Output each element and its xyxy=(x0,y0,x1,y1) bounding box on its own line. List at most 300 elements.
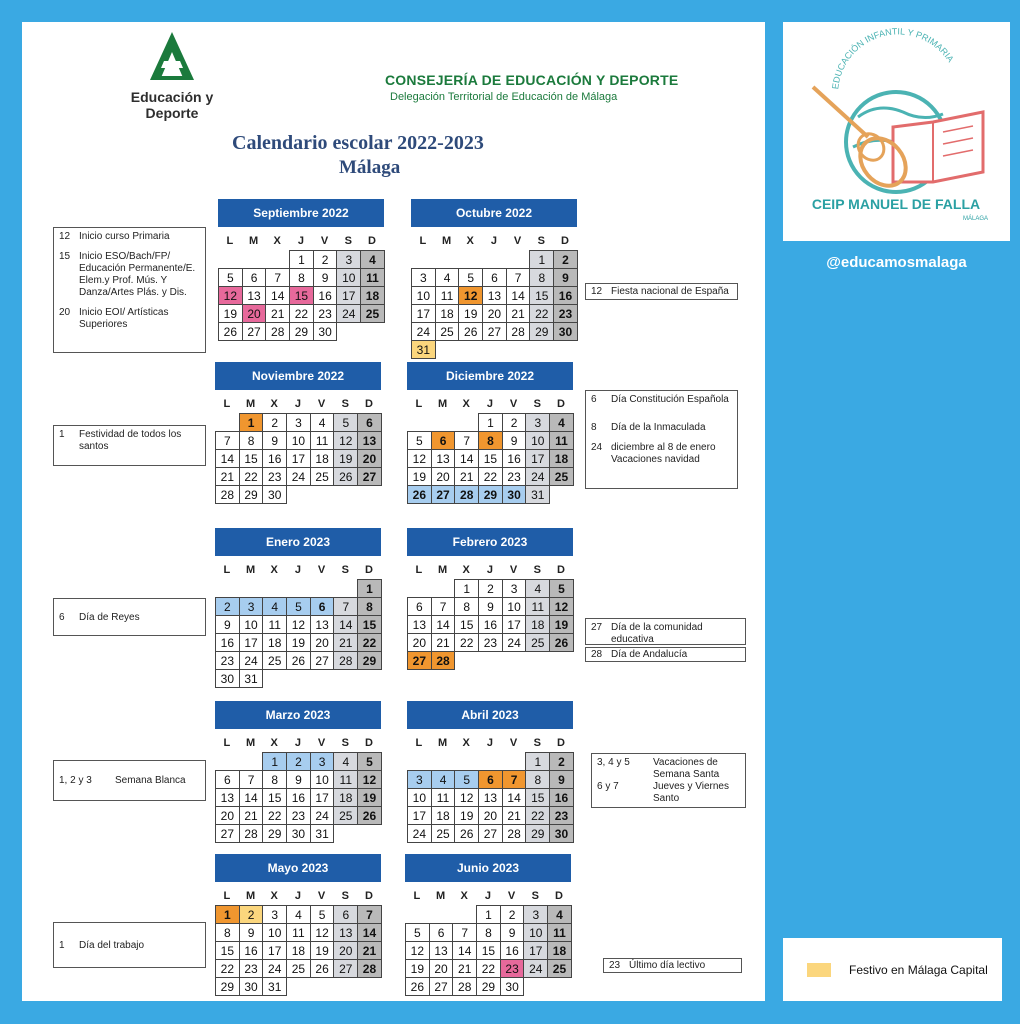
note-row xyxy=(59,429,200,453)
calendar-document xyxy=(22,22,765,1001)
day-cell: 3 xyxy=(411,268,436,287)
note-text: Último día lectivo xyxy=(629,960,706,971)
weekday-label: X xyxy=(466,235,474,247)
day-grid xyxy=(215,752,381,842)
day-cell: 27 xyxy=(357,467,382,486)
note-row xyxy=(59,307,200,331)
note-number xyxy=(591,406,611,414)
day-cell: 28 xyxy=(265,322,290,341)
day-cell: 25 xyxy=(549,467,574,486)
day-cell: 19 xyxy=(405,959,430,978)
note-text: Jueves y Viernes Santo xyxy=(653,781,729,804)
day-cell: 24 xyxy=(411,322,436,341)
day-cell: 9 xyxy=(549,770,574,789)
day-cell: 30 xyxy=(500,977,525,996)
day-grid xyxy=(407,413,573,503)
day-cell: 10 xyxy=(310,770,335,789)
day-cell: 1 xyxy=(215,905,240,924)
day-cell: 21 xyxy=(502,806,527,825)
weekday-label: M xyxy=(245,737,256,749)
weekday-label: D xyxy=(364,398,373,410)
day-cell: 22 xyxy=(262,806,287,825)
day-cell: 27 xyxy=(333,959,358,978)
day-cell: 12 xyxy=(407,449,432,468)
empty-cell xyxy=(411,250,436,269)
day-cell: 7 xyxy=(506,268,531,287)
note-row xyxy=(591,394,732,406)
day-cell: 15 xyxy=(476,941,501,960)
day-cell: 24 xyxy=(525,467,550,486)
day-cell: 30 xyxy=(313,322,338,341)
month-may xyxy=(215,854,381,995)
note-text: Día de la Inmaculada xyxy=(611,422,706,433)
day-cell: 23 xyxy=(553,304,578,323)
weekday-label: X xyxy=(460,890,468,902)
day-cell: 27 xyxy=(310,651,335,670)
weekday-label: V xyxy=(317,890,326,902)
day-cell: 26 xyxy=(405,977,430,996)
day-cell: 9 xyxy=(478,597,503,616)
day-cell: 2 xyxy=(553,250,578,269)
day-cell: 1 xyxy=(529,250,554,269)
weekday-label: V xyxy=(317,737,326,749)
day-cell: 24 xyxy=(262,959,287,978)
day-cell: 7 xyxy=(452,923,477,942)
weekday-row xyxy=(215,882,381,902)
empty-cell xyxy=(215,752,240,771)
day-cell: 2 xyxy=(502,413,527,432)
day-cell: 11 xyxy=(549,431,574,450)
day-cell: 31 xyxy=(310,824,335,843)
day-cell: 11 xyxy=(262,615,287,634)
day-cell: 3 xyxy=(525,413,550,432)
day-cell: 26 xyxy=(310,959,335,978)
day-cell: 30 xyxy=(553,322,578,341)
day-cell: 23 xyxy=(478,633,503,652)
empty-cell xyxy=(242,250,267,269)
weekday-label: L xyxy=(415,564,423,576)
day-cell: 13 xyxy=(478,788,503,807)
day-cell: 1 xyxy=(454,579,479,598)
day-cell: 12 xyxy=(310,923,335,942)
day-cell: 12 xyxy=(357,770,382,789)
note-number: 23 xyxy=(609,960,621,971)
day-cell: 10 xyxy=(502,597,527,616)
weekday-label: D xyxy=(554,890,563,902)
note-number: 3, 4 y 5 xyxy=(597,757,630,768)
day-cell: 14 xyxy=(502,788,527,807)
day-cell: 17 xyxy=(239,633,264,652)
day-cell: 20 xyxy=(478,806,503,825)
day-cell: 2 xyxy=(215,597,240,616)
weekday-row xyxy=(411,227,577,247)
day-cell: 4 xyxy=(286,905,311,924)
day-cell: 14 xyxy=(357,923,382,942)
day-cell: 4 xyxy=(549,413,574,432)
day-cell: 6 xyxy=(310,597,335,616)
note-number: 27 xyxy=(591,622,603,633)
day-cell: 23 xyxy=(313,304,338,323)
note-number xyxy=(591,434,611,442)
weekday-label: D xyxy=(364,737,373,749)
day-cell: 25 xyxy=(435,322,460,341)
day-cell: 18 xyxy=(333,788,358,807)
day-cell: 6 xyxy=(215,770,240,789)
note-row xyxy=(597,781,740,805)
day-cell: 29 xyxy=(215,977,240,996)
day-cell: 12 xyxy=(454,788,479,807)
note-row xyxy=(59,775,200,787)
day-cell: 3 xyxy=(523,905,548,924)
note-number: 1 xyxy=(59,429,65,440)
note-number: 28 xyxy=(591,649,603,660)
day-cell: 12 xyxy=(405,941,430,960)
day-cell: 20 xyxy=(310,633,335,652)
day-cell: 16 xyxy=(502,449,527,468)
day-cell: 29 xyxy=(262,824,287,843)
day-cell: 10 xyxy=(336,268,361,287)
weekday-label: L xyxy=(415,398,423,410)
day-cell: 17 xyxy=(310,788,335,807)
delegacion-subtitle: Delegación Territorial de Educación de Málaga xyxy=(390,91,618,103)
note-december xyxy=(585,390,738,489)
weekday-label: J xyxy=(294,398,301,410)
empty-cell xyxy=(215,579,240,598)
empty-cell xyxy=(215,413,240,432)
weekday-label: X xyxy=(462,398,470,410)
note-row xyxy=(591,286,732,298)
day-cell: 30 xyxy=(502,485,527,504)
empty-cell xyxy=(506,250,531,269)
note-text: Inicio curso Primaria xyxy=(79,231,170,242)
note-number: 1, 2 y 3 xyxy=(59,775,92,786)
day-cell: 16 xyxy=(239,941,264,960)
day-cell: 20 xyxy=(431,467,456,486)
day-cell: 27 xyxy=(215,824,240,843)
day-cell: 15 xyxy=(478,449,503,468)
month-header: Febrero 2023 xyxy=(407,528,573,556)
day-cell: 24 xyxy=(407,824,432,843)
day-cell: 24 xyxy=(523,959,548,978)
day-cell: 12 xyxy=(458,286,483,305)
weekday-label: S xyxy=(533,398,541,410)
day-cell: 5 xyxy=(286,597,311,616)
day-cell: 3 xyxy=(407,770,432,789)
day-cell: 22 xyxy=(454,633,479,652)
day-cell: 4 xyxy=(360,250,385,269)
weekday-label: L xyxy=(226,235,234,247)
weekday-row xyxy=(215,390,381,410)
note-june xyxy=(603,958,742,973)
day-cell: 20 xyxy=(333,941,358,960)
note-number: 12 xyxy=(59,231,71,242)
day-cell: 4 xyxy=(333,752,358,771)
weekday-label: S xyxy=(537,235,545,247)
weekday-label: J xyxy=(297,235,304,247)
day-cell: 8 xyxy=(215,923,240,942)
empty-cell xyxy=(478,752,503,771)
day-cell: 17 xyxy=(525,449,550,468)
day-cell: 20 xyxy=(357,449,382,468)
weekday-label: S xyxy=(533,564,541,576)
day-cell: 24 xyxy=(336,304,361,323)
day-cell: 2 xyxy=(549,752,574,771)
day-cell: 23 xyxy=(500,959,525,978)
day-cell: 28 xyxy=(506,322,531,341)
weekday-label: V xyxy=(513,235,522,247)
day-cell: 13 xyxy=(215,788,240,807)
legend-box xyxy=(783,938,1002,1001)
day-cell: 21 xyxy=(452,959,477,978)
day-cell: 14 xyxy=(431,615,456,634)
day-cell: 20 xyxy=(215,806,240,825)
day-cell: 22 xyxy=(476,959,501,978)
day-cell: 4 xyxy=(310,413,335,432)
weekday-row xyxy=(407,390,573,410)
day-cell: 11 xyxy=(547,923,572,942)
weekday-label: S xyxy=(531,890,539,902)
weekday-label: S xyxy=(341,737,349,749)
day-cell: 6 xyxy=(482,268,507,287)
day-cell: 26 xyxy=(357,806,382,825)
day-cell: 17 xyxy=(336,286,361,305)
note-text xyxy=(611,414,732,422)
day-cell: 27 xyxy=(242,322,267,341)
weekday-label: X xyxy=(462,737,470,749)
day-cell: 15 xyxy=(215,941,240,960)
note-number: 6 y 7 xyxy=(597,781,619,792)
weekday-label: J xyxy=(294,890,301,902)
day-cell: 22 xyxy=(478,467,503,486)
note-text: diciembre al 8 de enero Vacaciones navidad xyxy=(611,442,716,465)
day-cell: 26 xyxy=(407,485,432,504)
day-cell: 16 xyxy=(500,941,525,960)
day-cell: 26 xyxy=(286,651,311,670)
day-cell: 9 xyxy=(262,431,287,450)
day-cell: 20 xyxy=(482,304,507,323)
day-cell: 6 xyxy=(478,770,503,789)
day-cell: 20 xyxy=(429,959,454,978)
empty-cell xyxy=(435,250,460,269)
day-cell: 29 xyxy=(529,322,554,341)
day-cell: 3 xyxy=(286,413,311,432)
day-cell: 30 xyxy=(239,977,264,996)
day-cell: 18 xyxy=(286,941,311,960)
day-cell: 29 xyxy=(476,977,501,996)
weekday-label: X xyxy=(270,737,278,749)
note-october xyxy=(585,283,738,300)
day-cell: 20 xyxy=(242,304,267,323)
month-header: Septiembre 2022 xyxy=(218,199,384,227)
day-cell: 19 xyxy=(458,304,483,323)
page-title: Calendario escolar 2022-2023 xyxy=(232,132,484,154)
note-number xyxy=(591,414,611,422)
day-cell: 17 xyxy=(407,806,432,825)
day-cell: 5 xyxy=(333,413,358,432)
day-cell: 28 xyxy=(502,824,527,843)
day-cell: 19 xyxy=(357,788,382,807)
day-cell: 9 xyxy=(215,615,240,634)
weekday-label: S xyxy=(341,890,349,902)
weekday-label: D xyxy=(367,235,376,247)
empty-cell xyxy=(333,579,358,598)
day-cell: 25 xyxy=(547,959,572,978)
weekday-label: J xyxy=(490,235,497,247)
day-cell: 3 xyxy=(310,752,335,771)
weekday-label: M xyxy=(437,564,448,576)
day-cell: 24 xyxy=(310,806,335,825)
weekday-label: L xyxy=(223,737,231,749)
day-cell: 7 xyxy=(431,597,456,616)
weekday-label: M xyxy=(441,235,452,247)
day-cell: 9 xyxy=(313,268,338,287)
day-cell: 15 xyxy=(239,449,264,468)
day-cell: 11 xyxy=(310,431,335,450)
day-cell: 25 xyxy=(286,959,311,978)
legend-swatch xyxy=(807,963,831,977)
day-cell: 23 xyxy=(502,467,527,486)
day-cell: 2 xyxy=(500,905,525,924)
day-cell: 1 xyxy=(289,250,314,269)
weekday-label: D xyxy=(364,890,373,902)
month-header: Diciembre 2022 xyxy=(407,362,573,390)
day-cell: 9 xyxy=(500,923,525,942)
day-cell: 18 xyxy=(310,449,335,468)
day-cell: 4 xyxy=(431,770,456,789)
day-cell: 23 xyxy=(215,651,240,670)
day-grid xyxy=(407,579,573,669)
day-cell: 26 xyxy=(218,322,243,341)
weekday-label: M xyxy=(435,890,446,902)
note-text: Semana Blanca xyxy=(115,775,186,786)
day-cell: 22 xyxy=(239,467,264,486)
day-grid xyxy=(215,905,381,995)
day-cell: 13 xyxy=(357,431,382,450)
day-cell: 21 xyxy=(506,304,531,323)
day-cell: 5 xyxy=(549,579,574,598)
school-logo xyxy=(783,22,1010,241)
weekday-row xyxy=(218,227,384,247)
day-cell: 16 xyxy=(262,449,287,468)
day-cell: 1 xyxy=(262,752,287,771)
day-cell: 11 xyxy=(286,923,311,942)
day-cell: 27 xyxy=(407,651,432,670)
note-february-28 xyxy=(585,647,746,662)
day-cell: 13 xyxy=(310,615,335,634)
day-cell: 14 xyxy=(215,449,240,468)
day-cell: 25 xyxy=(333,806,358,825)
day-cell: 2 xyxy=(313,250,338,269)
empty-cell xyxy=(454,413,479,432)
weekday-label: M xyxy=(248,235,259,247)
day-cell: 11 xyxy=(435,286,460,305)
day-cell: 13 xyxy=(242,286,267,305)
note-january xyxy=(53,598,206,636)
day-cell: 21 xyxy=(454,467,479,486)
note-row xyxy=(591,434,732,442)
svg-text:EDUCACIÓN INFANTIL Y PRIMARIA: EDUCACIÓN INFANTIL Y PRIMARIA xyxy=(830,26,956,90)
legend-label: Festivo en Málaga Capital xyxy=(849,963,988,977)
day-cell: 18 xyxy=(525,615,550,634)
day-cell: 6 xyxy=(429,923,454,942)
day-cell: 21 xyxy=(357,941,382,960)
month-header: Abril 2023 xyxy=(407,701,573,729)
day-cell: 5 xyxy=(458,268,483,287)
junta-logo xyxy=(122,30,222,121)
day-cell: 12 xyxy=(218,286,243,305)
empty-cell xyxy=(310,579,335,598)
note-text: Día de la comunidad educativa xyxy=(611,622,703,645)
day-cell: 17 xyxy=(502,615,527,634)
weekday-row xyxy=(215,556,381,576)
note-row xyxy=(59,243,200,251)
day-cell: 27 xyxy=(478,824,503,843)
weekday-label: D xyxy=(556,398,565,410)
month-february xyxy=(407,528,573,669)
weekday-label: X xyxy=(462,564,470,576)
month-header: Enero 2023 xyxy=(215,528,381,556)
day-cell: 14 xyxy=(454,449,479,468)
day-cell: 3 xyxy=(239,597,264,616)
note-number: 12 xyxy=(591,286,603,297)
empty-cell xyxy=(482,250,507,269)
day-cell: 28 xyxy=(431,651,456,670)
day-cell: 6 xyxy=(407,597,432,616)
day-cell: 13 xyxy=(333,923,358,942)
day-cell: 22 xyxy=(529,304,554,323)
weekday-label: M xyxy=(245,890,256,902)
day-cell: 15 xyxy=(357,615,382,634)
weekday-label: D xyxy=(364,564,373,576)
day-cell: 13 xyxy=(407,615,432,634)
month-header: Mayo 2023 xyxy=(215,854,381,882)
note-number: 8 xyxy=(591,422,597,433)
consejeria-title: CONSEJERÍA DE EDUCACIÓN Y DEPORTE xyxy=(385,72,679,88)
day-cell: 3 xyxy=(502,579,527,598)
day-cell: 13 xyxy=(429,941,454,960)
note-text: Día Constitución Española xyxy=(611,394,729,405)
social-handle[interactable]: @educamosmalaga xyxy=(826,254,967,271)
day-cell: 16 xyxy=(313,286,338,305)
day-cell: 21 xyxy=(239,806,264,825)
day-cell: 4 xyxy=(435,268,460,287)
empty-cell xyxy=(218,250,243,269)
day-cell: 2 xyxy=(286,752,311,771)
day-cell: 16 xyxy=(549,788,574,807)
day-cell: 6 xyxy=(242,268,267,287)
day-cell: 26 xyxy=(333,467,358,486)
empty-cell xyxy=(431,752,456,771)
day-cell: 8 xyxy=(529,268,554,287)
day-grid xyxy=(215,579,381,687)
empty-cell xyxy=(405,905,430,924)
note-number: 6 xyxy=(59,612,65,623)
day-cell: 23 xyxy=(286,806,311,825)
note-april xyxy=(591,753,746,808)
day-cell: 4 xyxy=(262,597,287,616)
svg-text:CEIP MANUEL DE FALLA: CEIP MANUEL DE FALLA xyxy=(811,196,981,212)
empty-cell xyxy=(407,752,432,771)
day-cell: 24 xyxy=(239,651,264,670)
day-cell: 7 xyxy=(454,431,479,450)
day-cell: 8 xyxy=(357,597,382,616)
note-row xyxy=(59,251,200,299)
day-cell: 5 xyxy=(407,431,432,450)
month-january xyxy=(215,528,381,687)
day-cell: 30 xyxy=(215,669,240,688)
note-row xyxy=(591,406,732,414)
note-row xyxy=(591,442,732,466)
